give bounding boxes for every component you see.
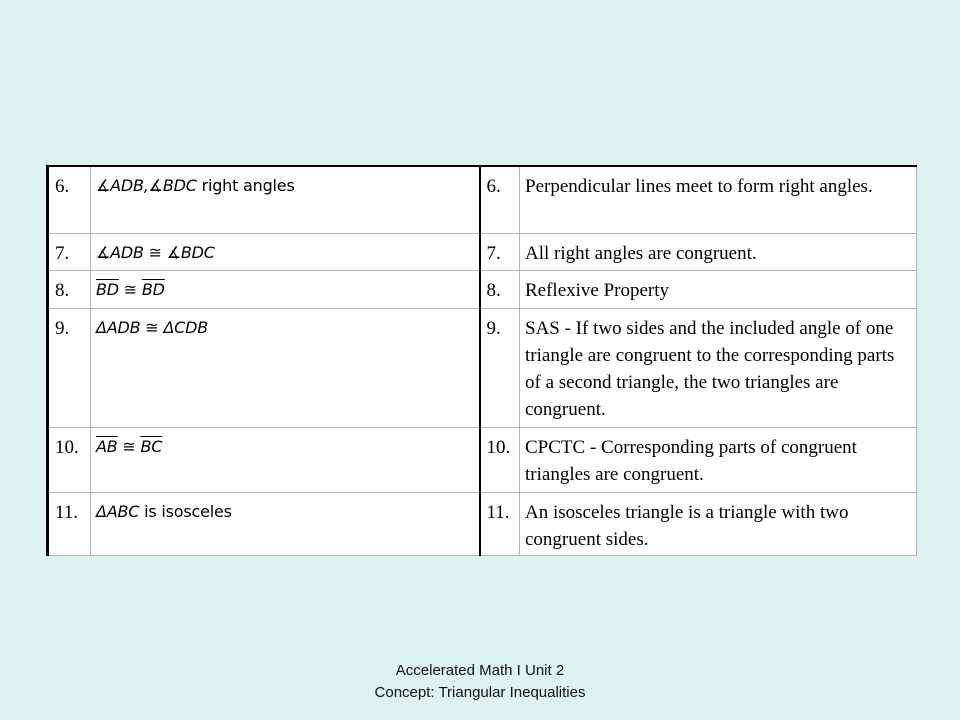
statement-text: is isosceles — [139, 501, 232, 521]
reason-number: 10. — [480, 427, 520, 492]
reason-number: 8. — [480, 270, 520, 308]
step-number: 6. — [48, 166, 91, 233]
proof-row-10 — [48, 427, 917, 492]
statement-cell — [91, 492, 480, 555]
statement-math: ∡ADB ≅ ∡BDC — [96, 242, 215, 262]
congruent-symbol: ≅ — [118, 279, 142, 299]
segment-bd: $\overline{BD}$ — [96, 279, 119, 299]
proof-table — [46, 165, 917, 556]
reason-cell: SAS - If two sides and the included angle of one triangle are congruent to the corresponding parts of a second triangle, the two triangles are congruent. — [520, 308, 917, 427]
proof-row-6 — [48, 166, 917, 233]
segment-bd: $\overline{BD}$ — [141, 279, 165, 299]
footer-course-title: Accelerated Math I Unit 2 — [395, 662, 565, 679]
reason-cell: An isosceles triangle is a triangle with two congruent sides. — [520, 492, 917, 555]
statement-math: ΔABC — [96, 501, 140, 521]
reason-number: 7. — [480, 233, 520, 270]
statement-cell — [91, 166, 480, 233]
statement-cell — [91, 427, 480, 492]
reason-number: 9. — [480, 308, 520, 427]
statement-cell — [91, 270, 480, 308]
statement-math: ΔADB ≅ ΔCDB — [96, 317, 208, 337]
congruent-symbol: ≅ — [117, 436, 141, 456]
statement-text: right angles — [196, 176, 295, 195]
step-number: 8. — [48, 270, 91, 308]
footer-concept: Concept: Triangular Inequalities — [374, 684, 586, 701]
statement-cell — [91, 308, 480, 427]
reason-cell: Perpendicular lines meet to form right angles. — [520, 166, 917, 233]
step-number: 10. — [48, 427, 91, 492]
reason-number: 11. — [480, 492, 520, 555]
reason-cell: CPCTC - Corresponding parts of congruent triangles are congruent. — [520, 427, 917, 492]
statement-math: ∡ADB,∡BDC — [96, 176, 197, 195]
reason-number: 6. — [480, 166, 520, 233]
segment-ab: $\overline{AB}$ — [96, 436, 118, 456]
proof-row-7 — [48, 233, 917, 270]
step-number: 7. — [48, 233, 91, 270]
reason-cell: Reflexive Property — [520, 270, 917, 308]
proof-row-9 — [48, 308, 917, 427]
step-number: 9. — [48, 308, 91, 427]
step-number: 11. — [48, 492, 91, 555]
proof-row-11 — [48, 492, 917, 555]
statement-cell — [91, 233, 480, 270]
segment-bc: $\overline{BC}$ — [140, 436, 163, 456]
proof-row-8 — [48, 270, 917, 308]
reason-cell: All right angles are congruent. — [520, 233, 917, 270]
